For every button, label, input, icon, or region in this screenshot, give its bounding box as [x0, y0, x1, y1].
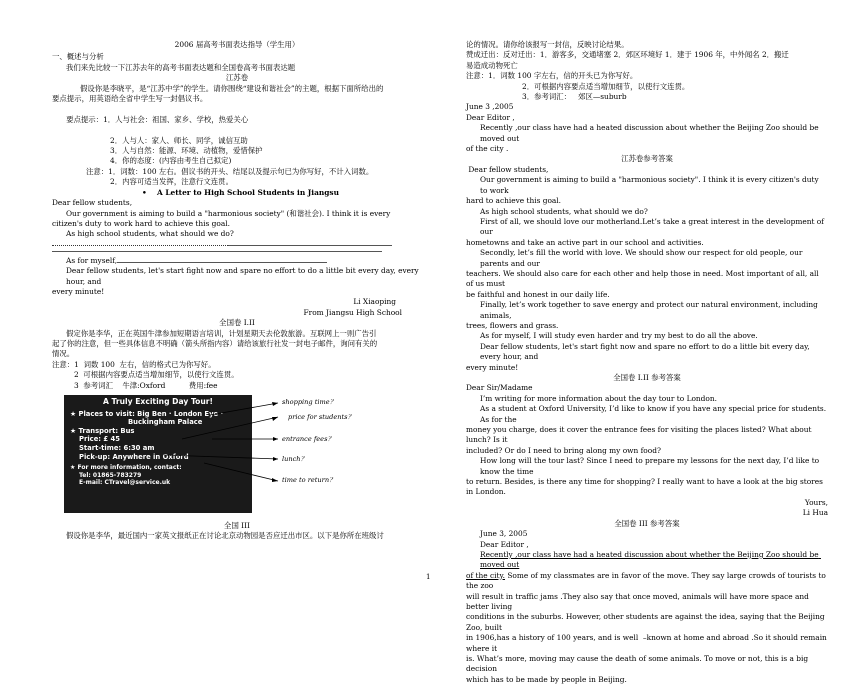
right-text-line: 注意：1．词数 100 字左右，信的开头已为你写好。 — [466, 71, 638, 81]
right-text-line: As a student at Oxford University, I’d like to know if you have any special price for students. As for the — [480, 404, 829, 424]
answer-text: is. What’s more, moving may cause the death of some animals. To move or not, this is a big decision — [466, 653, 811, 674]
right-text-line: Recently ,our class have had a heated discussion about whether the Beijing Zoo should be moved out — [480, 123, 821, 143]
page-number: 1 — [426, 573, 431, 581]
letter-myself-text: As for myself, — [66, 255, 118, 265]
annotation-shopping: shopping time？ — [282, 398, 337, 406]
right-text-line: 3．参考词汇： 郊区—suburb — [522, 92, 627, 102]
right-text-line: I’m writing for more information about the day tour to London. — [480, 393, 717, 403]
signature-school: From Jiangsu High School — [303, 307, 402, 317]
points-label-text: 要点提示： — [66, 114, 104, 124]
ad-start-time: Start-time: 6:30 am — [79, 443, 155, 452]
signature-name: Li Xiaoping — [353, 297, 396, 307]
right-text-line: 论的情况。请你给该报写一封信，反映讨论结果。 — [466, 40, 629, 49]
answer-text: in 1906,has a history of 100 years, and is well –known at home and abroad .So it should remain where it — [466, 633, 830, 653]
note-text: 注意：1．词数：100 左右。倡议书的开头、结尾以及提示句已为你写好，不计入词数。 — [86, 166, 374, 176]
annotation-price: price for students？ — [288, 413, 355, 421]
right-text-line: 2．可根据内容要点适当增加细节，以使行文连贯。 — [522, 81, 690, 91]
arrow-head — [272, 417, 278, 421]
letter-salutation: Dear fellow students, — [52, 198, 133, 208]
answer3-paragraph — [466, 550, 828, 571]
right-text-line: trees, flowers and grass. — [466, 320, 559, 330]
right-text-line: Yours, — [804, 497, 828, 507]
note-text: 2 可根据内容要点适当增加细节，以使行文连贯。 — [74, 370, 239, 380]
q2-prompt: 起了你的注意，但一些具体信息不明确（箭头所指内容）请给该旅行社发一封电子邮件，询问有关的 — [52, 338, 378, 348]
right-text-line: Dear fellow students, — [466, 164, 549, 174]
ad-email: E-mail: CTravel@service.uk — [79, 478, 171, 486]
letter-body: As high school students, what should we do? — [66, 229, 234, 239]
right-text-line: As high school students, what should we do? — [480, 206, 648, 216]
annotation-entrance: entrance fees？ — [282, 435, 335, 443]
arrow-head — [273, 437, 278, 441]
ad-tel: Tel: 01865-783279 — [79, 471, 142, 479]
arrow-line — [204, 463, 278, 481]
right-text-line: be faithful and honest in our daily life. — [466, 289, 610, 299]
right-text-line: Finally, let’s work together to save energy and protect our natural environment, including animals, — [480, 300, 821, 320]
letter-myself — [52, 256, 422, 266]
tour-advertisement — [64, 395, 384, 515]
jiangsu-heading: 江苏卷 — [225, 73, 249, 83]
blank-line — [52, 251, 382, 252]
jiangsu-prompt: 假设你是李晓平，是“江苏中学”的学生。请你围绕“建设和谐社会”的主题，根据下面所给出的 — [80, 83, 384, 93]
answer-text: Some of my classmates are in favor of the move. They say large crowds of tourists to the zoo — [466, 570, 829, 591]
note-text: 3 参考词汇 牛津:Oxford 费用:fee — [74, 380, 218, 390]
point-item: 4．你的态度：(内容由考生自己拟定) — [110, 156, 232, 166]
right-text-line: 易造成动物死亡 — [466, 60, 518, 70]
right-text-line: Dear Editor , — [480, 539, 529, 549]
document-title: 2006 届高考书面表达指导（学生用） — [174, 40, 300, 49]
intro-text: 我们来先比较一下江苏去年的高考书面表达题和全国卷高考书面表达题 — [66, 62, 296, 72]
right-text-line: Dear Sir/Madame — [466, 383, 533, 393]
right-text-line: 赞成迁出：反对迁出：1．游客多，交通堵塞 2．郊区环境好 1．建于 1906 年，中外闻名 2．搬迁 — [466, 50, 789, 60]
annotation-lunch: lunch？ — [282, 455, 308, 463]
arrow-head — [272, 478, 278, 482]
right-text-line: to return. Besides, is there any time for shopping? I really want to have a look at the big stores in London. — [466, 477, 826, 497]
right-text-line: Dear Editor , — [466, 112, 515, 122]
blank-line — [228, 245, 392, 246]
answer-text: conditions in the suburbs. However, other students are against the idea, saying that the Beijing Zoo, built — [466, 612, 827, 632]
right-text-line: Li Hua — [802, 508, 828, 518]
annotation-return: time to return？ — [282, 476, 336, 484]
right-text-line: 全国卷 III 参考答案 — [614, 518, 680, 528]
letter-closing: Dear fellow students, let's start fight now and spare no effort to do a little bit every day, every hour, and — [66, 266, 422, 286]
underlined-text: Recently ,our class have had a heated discussion about whether the Beijing Zoo should be moved out — [480, 549, 821, 570]
note-text: 2．内容可适当发挥，注意行文连贯。 — [110, 177, 233, 187]
blank-line — [52, 245, 228, 246]
note-text: 注意：1 词数 100 左右，信的格式已为你写好。 — [52, 359, 216, 369]
right-text-line: June 3 ,2005 — [466, 102, 514, 112]
right-text-line: As for myself, I will study even harder and try my best to do all the above. — [480, 331, 758, 341]
right-text-line: Our government is aiming to build a "harmonious society". I think it is every citizen's duty to work — [480, 175, 822, 195]
letter-closing: every minute! — [52, 286, 105, 296]
right-text-line: included? Or do I need to bring along my own food? — [466, 445, 661, 455]
answer-text: will result in traffic jams .They also say that once moved, animals will have more space and better living — [466, 591, 812, 611]
ad-places-cont: Buckingham Palace — [128, 418, 203, 427]
q3-prompt: 假设你是李华，最近国内一家英文报纸正在讨论北京动物园是否应迁出市区。以下是你所在班级讨 — [66, 531, 384, 541]
point-item: 2．人与人：家人、师长、同学，诚信互助 — [110, 135, 248, 145]
bullet-icon: ★ — [70, 464, 78, 472]
arrow-line — [164, 455, 278, 459]
right-text-line: First of all, we should love our motherland.Let’s take a great interest in the development of our — [480, 216, 827, 237]
answer-text: which has to be made by people in Beijing. — [466, 674, 627, 684]
right-text-line: of the city . — [466, 144, 509, 154]
letter-title-text: A Letter to High School Students in Jiangsu — [157, 187, 339, 197]
right-text-line: hometowns and take an active part in our school and activities. — [466, 237, 704, 247]
q2-prompt: 情况。 — [52, 349, 75, 359]
left-column — [52, 40, 422, 542]
bullet-icon: ★ — [70, 426, 79, 435]
right-text-line: June 3, 2005 — [480, 529, 528, 539]
section-heading: 全国 III — [224, 521, 250, 530]
ad-places-text: Places to visit: Big Ben · London Eye · — [78, 409, 224, 418]
arrow-line — [210, 403, 278, 415]
point-item: 1．人与社会：祖国、家乡、学校，热爱关心 — [103, 114, 249, 124]
ad-transport-text: Transport: Bus — [78, 426, 135, 435]
right-text-line: 全国卷 I.II 参考答案 — [613, 373, 681, 382]
blank-line — [117, 262, 327, 263]
section-heading: 一、概述与分析 — [52, 52, 104, 62]
right-text-line: Dear fellow students, let's start fight now and spare no effort to do a little bit every day, every hour, and — [480, 341, 813, 362]
jiangsu-prompt-cont: 要点提示，用英语给全省中学生写一封倡议书。 — [52, 94, 208, 104]
q2-prompt: 假定你是李华，正在英国牛津参加短期语言培训，计划星期天去伦敦旅游。互联网上一则广告引 — [66, 328, 377, 338]
right-text-line: Secondly, let’s fill the world with love. We should show our respect for old people, our parents and our — [480, 248, 805, 268]
ad-pickup: Pick-up: Anywhere in Oxford — [79, 452, 189, 461]
right-text-line: How long will the tour last? Since I need to prepare my lessons for the next day, I’d like to know the time — [480, 456, 822, 476]
right-text-line: teachers. We should also care for each other and help those in need. Most important of all, all of us must — [466, 268, 822, 289]
right-text-line: every minute! — [466, 362, 519, 372]
right-text-line: hard to achieve this goal. — [466, 196, 562, 206]
ad-annotations — [282, 395, 392, 513]
underlined-text: of the city. — [466, 570, 506, 580]
ad-title: A Truly Exciting Day Tour! — [103, 397, 213, 406]
letter-body: citizen's duty to work hard to achieve this goal. — [52, 218, 230, 228]
arrow-head — [273, 457, 278, 461]
letter-title: • A Letter to High School Students in Jiangsu — [142, 187, 339, 197]
answer3-paragraph — [466, 571, 828, 592]
bullet-icon: ★ — [70, 409, 79, 418]
arrow-line — [182, 417, 278, 439]
right-text-line: 江苏卷参考答案 — [621, 154, 673, 164]
arrow-head — [272, 402, 278, 406]
section-heading: 全国卷 I.II — [219, 318, 255, 328]
letter-body: Our government is aiming to build a "harmonious society" (和谐社会). I think it is every — [66, 208, 391, 218]
point-item: 3．人与自然：能源、环境、动植物，爱惜保护 — [110, 146, 263, 156]
right-column — [466, 40, 828, 685]
points-label — [52, 104, 422, 135]
ad-price: Price: £ 45 — [79, 435, 120, 444]
right-text-line: money you charge, does it cover the entrance fees for visiting the places listed? What about lunch? Is it — [466, 425, 814, 445]
right-column-lines — [466, 40, 828, 550]
ad-contact-text: For more information, contact: — [77, 464, 182, 472]
